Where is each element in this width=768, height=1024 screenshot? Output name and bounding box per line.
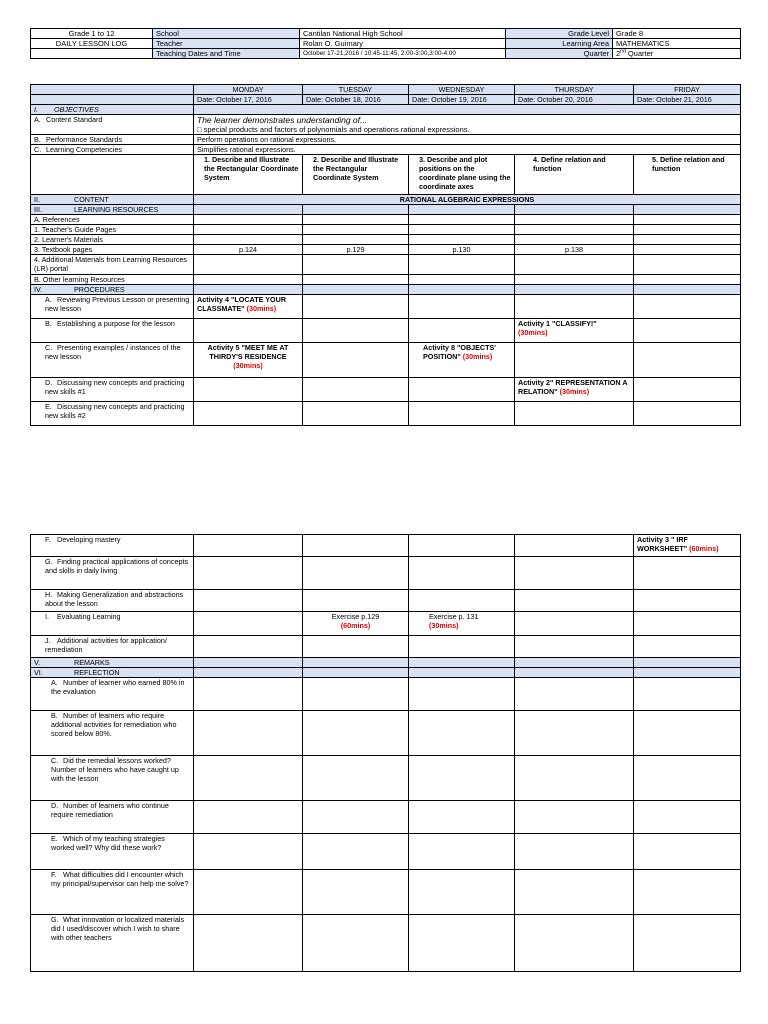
procedure-a-label: A. Reviewing Previous Lesson or presenting new lesson [31, 295, 194, 319]
content-heading: II. CONTENT [31, 195, 194, 205]
content-standard-value: The learner demonstrates understanding of... □ special products and factors of polynomials and operations rational expressions. [194, 115, 741, 135]
content-value: RATIONAL ALGEBRAIC EXPRESSIONS [194, 195, 741, 205]
procedures-heading: IV. PROCEDURES [31, 285, 194, 295]
header-blank [31, 49, 153, 59]
log-title: DAILY LESSON LOG [31, 39, 153, 49]
procedure-c-monday: Activity 5 "MEET ME AT THIRDY'S RESIDENCE (30mins) [194, 343, 303, 378]
procedure-a-monday: Activity 4 "LOCATE YOUR CLASSMATE" (30mins) [194, 295, 303, 319]
teacher-value: Rolan O. Guimary [300, 39, 506, 49]
competency-thursday: 4. Define relation and function [515, 155, 634, 195]
procedure-b-thursday: Activity 1 "CLASSIFY!" (30mins) [515, 319, 634, 343]
competency-friday: 5. Define relation and function [634, 155, 741, 195]
date-monday: Date: October 17, 2016 [194, 95, 303, 105]
date-wednesday: Date: October 19, 2016 [409, 95, 515, 105]
procedure-d-label: D. Discussing new concepts and practicing new skills #1 [31, 378, 194, 402]
quarter-label: Quarter [506, 49, 613, 59]
procedure-i-tuesday: Exercise p.129 (60mins) [303, 612, 409, 636]
procedure-f-label: F. Developing mastery [31, 535, 194, 557]
school-value: Cantilan National High School [300, 29, 506, 39]
teacher-label: Teacher [153, 39, 300, 49]
reflection-heading: VI. REFLECTION [31, 668, 194, 678]
lesson-table-part-1 [30, 84, 741, 426]
reflection-f-label: F. What difficulties did I encounter which my principal/supervisor can help me solve? [31, 870, 194, 915]
textbook-page-thursday: p.138 [515, 245, 634, 255]
procedure-c-wednesday: Activity 8 "OBJECTS' POSITION" (30mins) [409, 343, 515, 378]
reflection-c-label: C. Did the remedial lessons worked? Number of learners who have caught up with the lesson [31, 756, 194, 801]
procedure-c-label: C. Presenting examples / instances of the new lesson [31, 343, 194, 378]
resources-heading: III. LEARNING RESOURCES [31, 205, 194, 215]
competency-wednesday: 3. Describe and plot positions on the coordinate plane using the coordinate axes [409, 155, 515, 195]
procedure-e-label: E. Discussing new concepts and practicing new skills #2 [31, 402, 194, 426]
procedure-d-thursday: Activity 2" REPRESENTATION A RELATION" (30mins) [515, 378, 634, 402]
performance-value: Perform operations on rational expressions. [194, 135, 741, 145]
dates-label: Teaching Dates and Time [153, 49, 300, 59]
quarter-value: 2nd Quarter [613, 49, 741, 59]
procedure-f-friday: Activity 3 " IRF WORKSHEET" (60mins) [634, 535, 741, 557]
other-resources-label: B. Other learning Resources [31, 275, 194, 285]
procedure-h-label: H. Making Generalization and abstractions about the lesson [31, 590, 194, 612]
procedure-b-label: B. Establishing a purpose for the lesson [31, 319, 194, 343]
textbook-page-wednesday: p.130 [409, 245, 515, 255]
remarks-heading: V. REMARKS [31, 658, 194, 668]
reflection-b-label: B. Number of learners who require additional activities for remediation who scored below 80%. [31, 711, 194, 756]
textbook-label: 3. Textbook pages [31, 245, 194, 255]
teachers-guide-label: 1. Teacher's Guide Pages [31, 225, 194, 235]
grade-level-label: Grade Level [506, 29, 613, 39]
corner-cell [31, 85, 194, 95]
reflection-g-label: G. What innovation or localized materials did I used/discover which I wish to share with other teachers [31, 915, 194, 972]
reflection-e-label: E. Which of my teaching strategies worked well? Why did these work? [31, 834, 194, 870]
date-tuesday: Date: October 18, 2016 [303, 95, 409, 105]
additional-materials-label: 4. Additional Materials from Learning Resources (LR) portal [31, 255, 194, 275]
corner-cell-2 [31, 95, 194, 105]
textbook-page-monday: p.124 [194, 245, 303, 255]
textbook-page-friday [634, 245, 741, 255]
learning-area-value: MATHEMATICS [613, 39, 741, 49]
reflection-a-label: A. Number of learner who earned 80% in the evaluation [31, 678, 194, 711]
school-label: School [153, 29, 300, 39]
reflection-d-label: D. Number of learners who continue require remediation [31, 801, 194, 834]
day-wednesday: WEDNESDAY [409, 85, 515, 95]
performance-label: B. Performance Standards [31, 135, 194, 145]
procedure-i-label: I. Evaluating Learning [31, 612, 194, 636]
dates-value: October 17-21,2016 / 10:45-11:45, 2:00-3:00,3:00-4:00 [300, 49, 506, 59]
content-standard-label: A. Content Standard [31, 115, 194, 135]
competencies-value: Simplifies rational expressions. [194, 145, 741, 155]
lesson-table-part-2 [30, 534, 741, 972]
procedure-j-label: J. Additional activities for application/ remediation [31, 636, 194, 658]
header-table [30, 28, 741, 59]
procedure-g-label: G. Finding practical applications of concepts and skills in daily living [31, 557, 194, 590]
procedure-i-wednesday: Exercise p. 131 (30mins) [409, 612, 515, 636]
date-friday: Date: October 21, 2016 [634, 95, 741, 105]
competencies-label: C. Learning Competencies [31, 145, 194, 155]
references-label: A. References [31, 215, 194, 225]
day-tuesday: TUESDAY [303, 85, 409, 95]
competency-tuesday: 2. Describe and Illustrate the Rectangular Coordinate System [303, 155, 409, 195]
textbook-page-tuesday: p.129 [303, 245, 409, 255]
day-monday: MONDAY [194, 85, 303, 95]
learners-materials-label: 2. Learner's Materials [31, 235, 194, 245]
grade-range: Grade 1 to 12 [31, 29, 153, 39]
learning-area-label: Learning Area [506, 39, 613, 49]
grade-level-value: Grade 8 [613, 29, 741, 39]
date-thursday: Date: October 20, 2016 [515, 95, 634, 105]
day-thursday: THURSDAY [515, 85, 634, 95]
competency-monday: 1. Describe and Illustrate the Rectangular Coordinate System [194, 155, 303, 195]
day-friday: FRIDAY [634, 85, 741, 95]
objectives-heading: I. OBJECTIVES [31, 105, 194, 115]
